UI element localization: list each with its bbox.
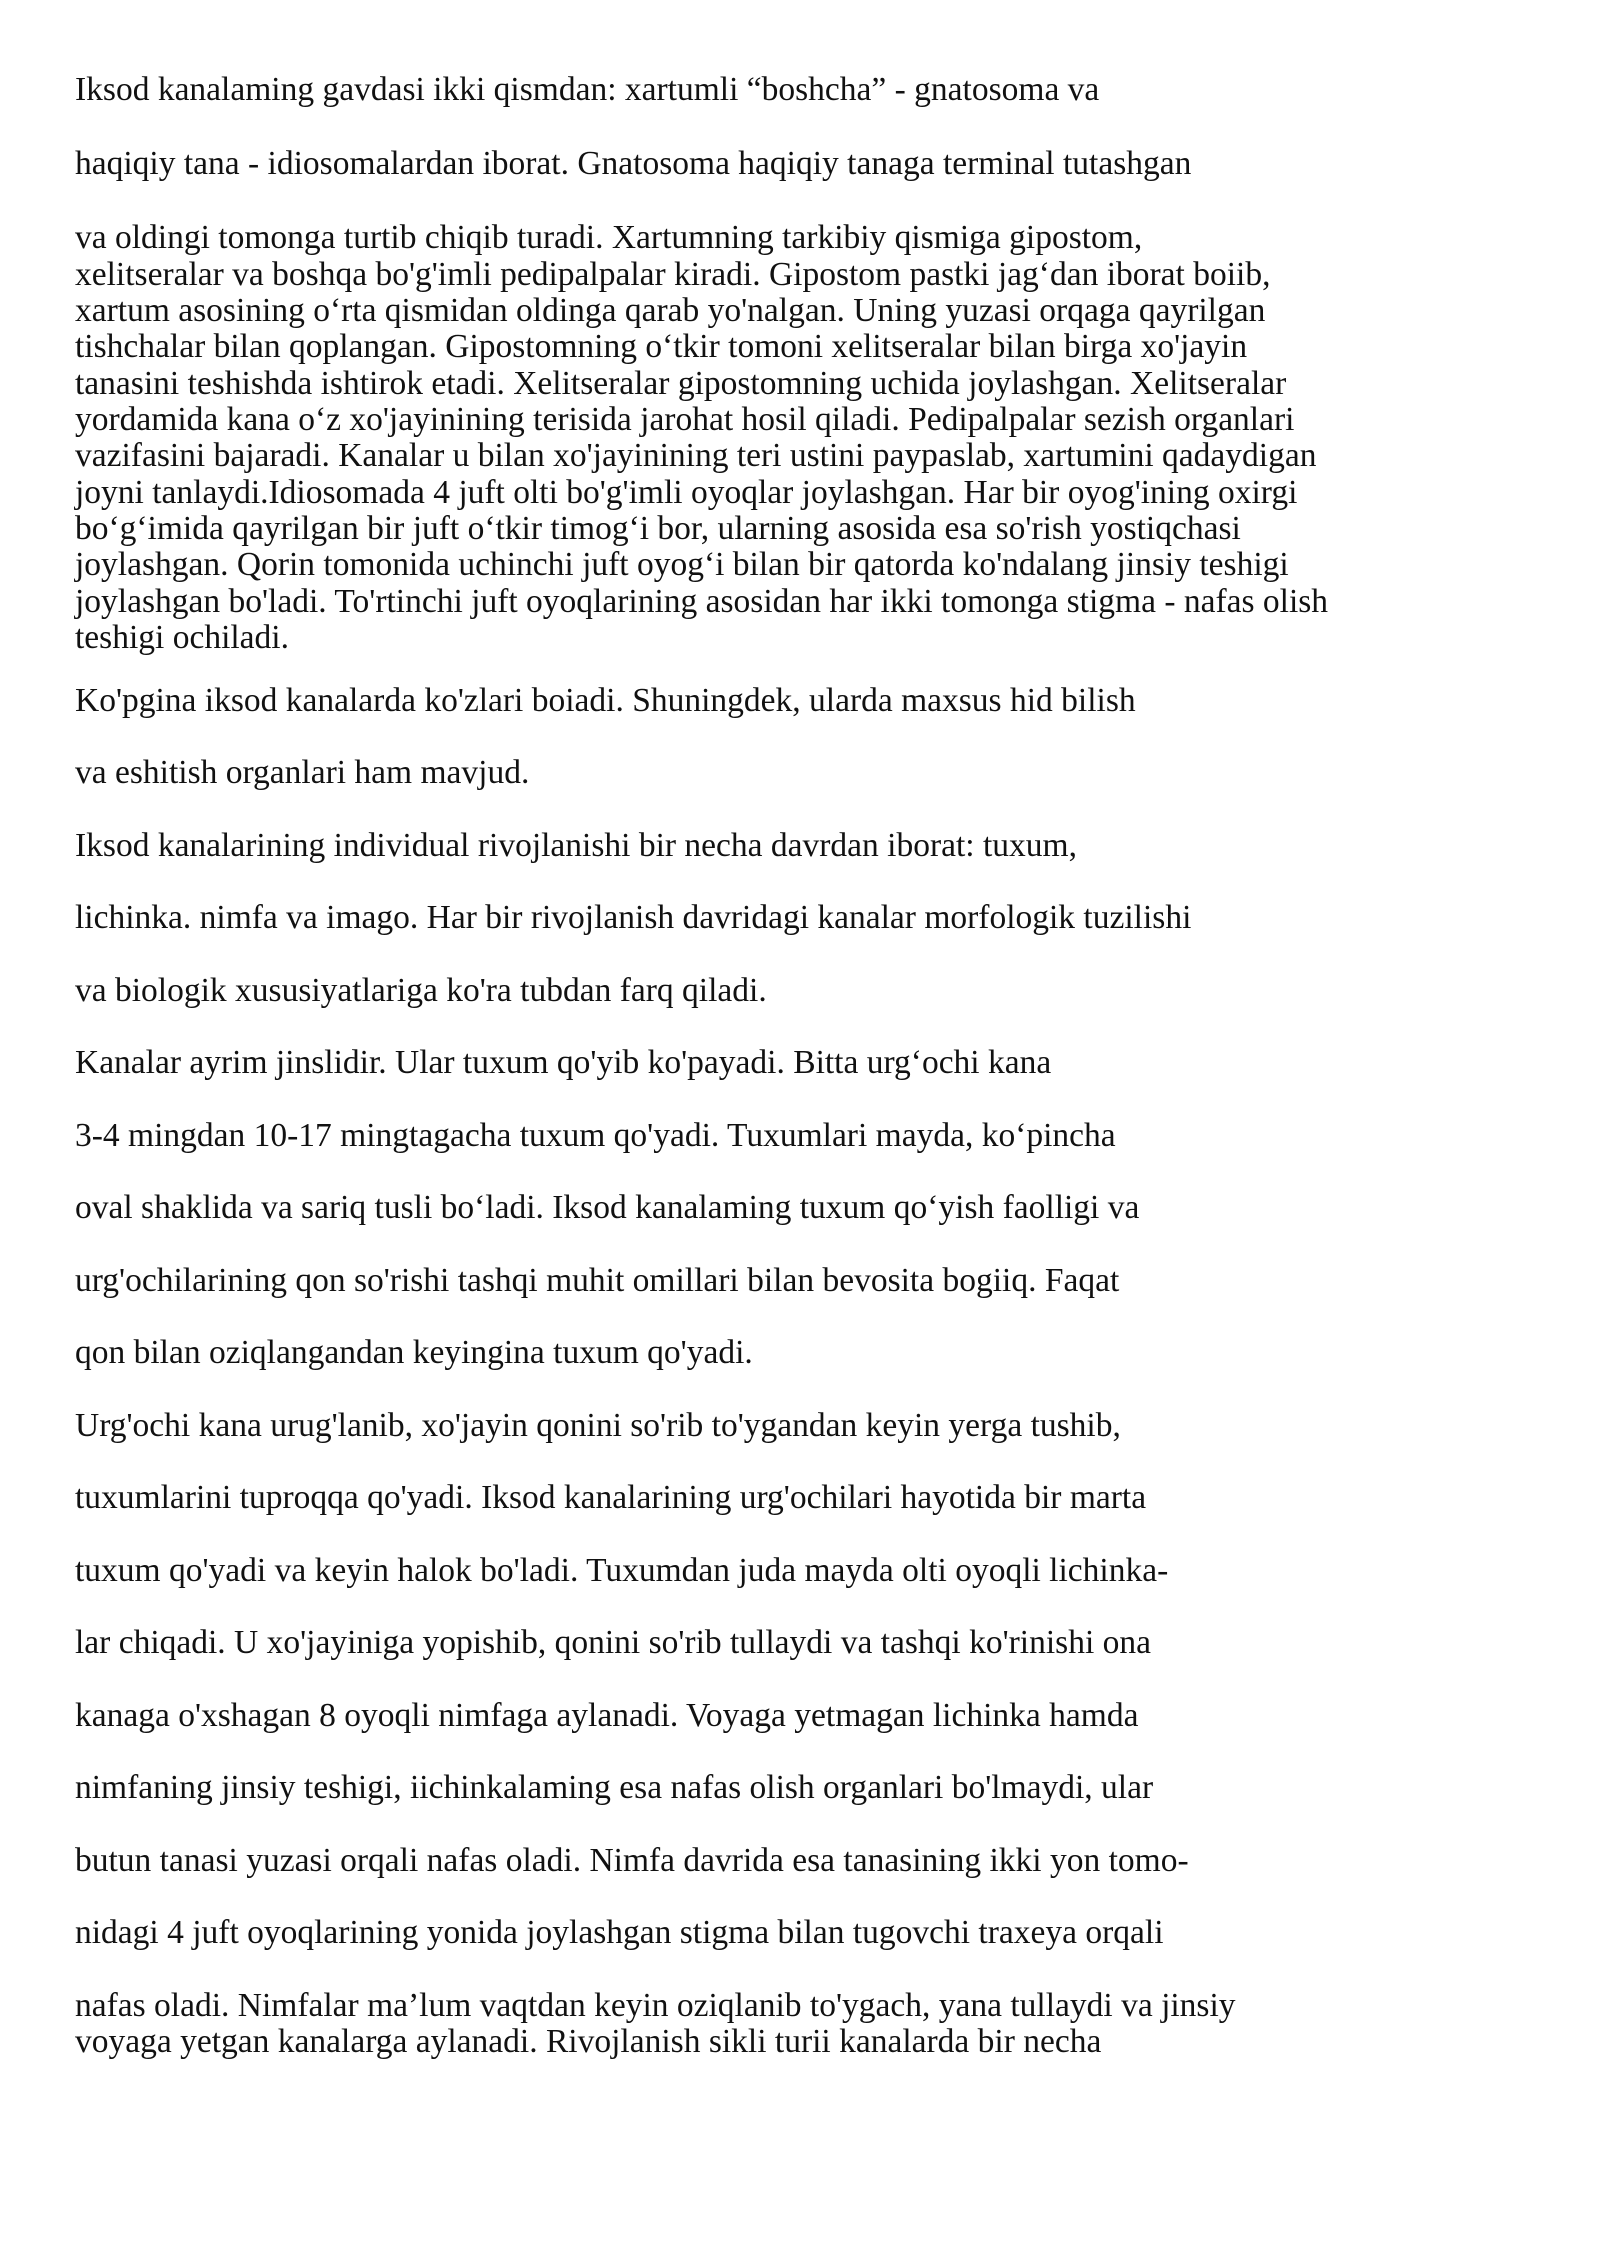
text-line: butun tanasi yuzasi orqali nafas oladi. Nimfa davrida esa tanasining ikki yon tomo- [75,1842,1189,1879]
text-line: joyni tanlaydi.Idiosomada 4 juft olti bo'g'imli oyoqlar joylashgan. Har bir oyog'ining oxirgi [75,474,1298,511]
text-line: kanaga o'xshagan 8 oyoqli nimfaga aylanadi. Voyaga yetmagan lichinka hamda [75,1697,1139,1734]
text-line: haqiqiy tana - idiosomalardan iborat. Gnatosoma haqiqiy tanaga terminal tutashgan [75,145,1192,182]
text-line: joylashgan bo'ladi. To'rtinchi juft oyoqlarining asosidan har ikki tomonga stigma - nafas olish [75,583,1329,620]
text-line: tanasini teshishda ishtirok etadi. Xelitseralar gipostomning uchida joylashgan. Xelitseralar [75,365,1287,402]
text-line: Ko'pgina iksod kanalarda ko'zlari boiadi. Shuningdek, ularda maxsus hid bilish [75,682,1136,719]
text-line: lar chiqadi. U xo'jayiniga yopishib, qonini so'rib tullaydi va tashqi ko'rinishi ona [75,1624,1152,1661]
text-line: Iksod kanalarining individual rivojlanishi bir necha davrdan iborat: tuxum, [75,827,1077,864]
text-line: nidagi 4 juft oyoqlarining yonida joylashgan stigma bilan tugovchi traxeya orqali [75,1914,1164,1951]
text-line: Urg'ochi kana urug'lanib, xo'jayin qonini so'rib to'ygandan keyin yerga tushib, [75,1407,1121,1444]
text-line: va oldingi tomonga turtib chiqib turadi. Xartumning tarkibiy qismiga gipostom, [75,219,1143,256]
text-line: vazifasini bajaradi. Kanalar u bilan xo'jayinining teri ustini paypaslab, xartumini qadaydigan [75,437,1317,474]
text-line: xartum asosining o‘rta qismidan oldinga qarab yo'nalgan. Uning yuzasi orqaga qayrilgan [75,292,1266,329]
text-line: yordamida kana o‘z xo'jayinining terisida jarohat hosil qiladi. Pedipalpalar sezish organlari [75,401,1295,438]
text-line: oval shaklida va sariq tusli bo‘ladi. Iksod kanalaming tuxum qo‘yish faolligi va [75,1189,1140,1226]
text-line: teshigi ochiladi. [75,619,289,656]
text-line: va biologik xususiyatlariga ko'ra tubdan farq qiladi. [75,972,767,1009]
text-line: voyaga yetgan kanalarga aylanadi. Rivojlanish sikli turii kanalarda bir necha [75,2023,1102,2060]
text-line: xelitseralar va boshqa bo'g'imli pedipalpalar kiradi. Gipostom pastki jag‘dan iborat boiib, [75,256,1271,293]
text-line: 3-4 mingdan 10-17 mingtagacha tuxum qo'yadi. Tuxumlari mayda, ko‘pincha [75,1117,1116,1154]
text-line: nimfaning jinsiy teshigi, iichinkalaming esa nafas olish organlari bo'lmaydi, ular [75,1769,1154,1806]
text-line: Kanalar ayrim jinslidir. Ular tuxum qo'yib ko'payadi. Bitta urg‘ochi kana [75,1044,1052,1081]
text-line: tuxum qo'yadi va keyin halok bo'ladi. Tuxumdan juda mayda olti oyoqli lichinka- [75,1552,1169,1589]
text-line: qon bilan oziqlangandan keyingina tuxum qo'yadi. [75,1334,753,1371]
text-line: joylashgan. Qorin tomonida uchinchi juft oyog‘i bilan bir qatorda ko'ndalang jinsiy teshigi [75,546,1289,583]
text-line: nafas oladi. Nimfalar ma’lum vaqtdan keyin oziqlanib to'ygach, yana tullaydi va jinsiy [75,1987,1236,2024]
text-line: urg'ochilarining qon so'rishi tashqi muhit omillari bilan bevosita bogiiq. Faqat [75,1262,1120,1299]
text-line: bo‘g‘imida qayrilgan bir juft o‘tkir timog‘i bor, ularning asosida esa so'rish yostiqchasi [75,510,1241,547]
text-line: va eshitish organlari ham mavjud. [75,754,530,791]
text-line: tuxumlarini tuproqqa qo'yadi. Iksod kanalarining urg'ochilari hayotida bir marta [75,1479,1147,1516]
text-line: Iksod kanalaming gavdasi ikki qismdan: xartumli “boshcha” - gnatosoma va [75,71,1100,108]
text-line: lichinka. nimfa va imago. Har bir rivojlanish davridagi kanalar morfologik tuzilishi [75,899,1192,936]
text-line: tishchalar bilan qoplangan. Gipostomning o‘tkir tomoni xelitseralar bilan birga xo'jayin [75,328,1248,365]
